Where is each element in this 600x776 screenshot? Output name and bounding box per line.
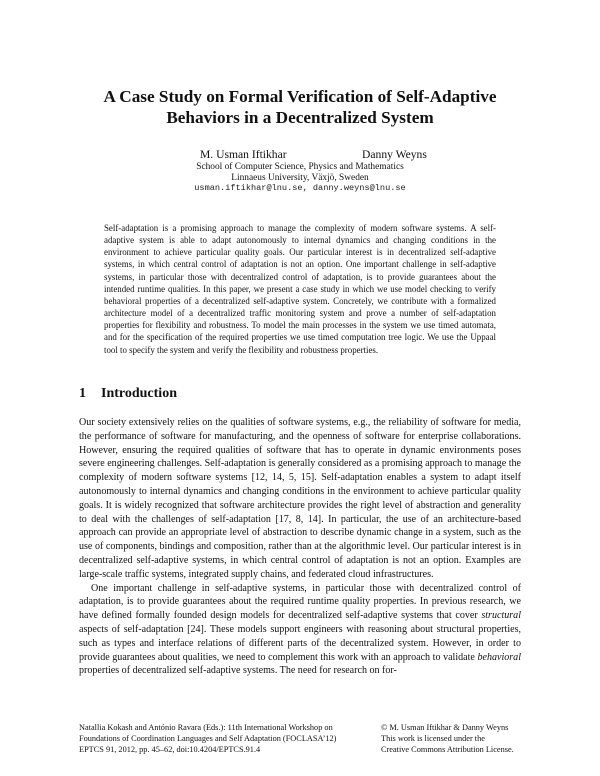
license-link: Creative Commons Attribution License. [381, 745, 514, 755]
section-body [79, 416, 521, 678]
section-heading [79, 386, 177, 402]
paragraph-text: aspects of self-adaptation [24]. These models support engineers with reasoning about structural properties, such as types and interface relations of different parts of the decentralized system. However, in order to provide guarantees about qualities, we need to complement this work with an approach to validate [79, 623, 521, 663]
author-emails: usman.iftikhar@lnu.se, danny.weyns@lnu.se [194, 183, 406, 193]
emphasis-text: behavioral [477, 651, 521, 663]
copyright-line: © M. Usman Iftikhar & Danny Weyns [381, 723, 509, 732]
footer-workshop: Foundations of Coordination Languages and Self Adaptation (FOCLASA’12) [79, 734, 337, 744]
title-line-2: Behaviors in a Decentralized System [166, 108, 434, 127]
paper-title [60, 86, 540, 128]
author-name: Danny Weyns [362, 148, 427, 161]
section-title: Introduction [101, 386, 177, 401]
affiliation-line: School of Computer Science, Physics and Mathematics [196, 162, 404, 172]
body-paragraph [79, 582, 521, 679]
license-line: This work is licensed under the [381, 734, 485, 744]
section-number: 1 [79, 386, 86, 401]
title-line-1: A Case Study on Formal Verification of Self-Adaptive [103, 87, 497, 106]
paragraph-text: properties of decentralized self-adaptive systems. The need for research on for- [79, 665, 397, 677]
abstract: Self-adaptation is a promising approach to manage the complexity of modern software systems. A self-adaptive system is able to adapt autonomously to internal dynamics and changing conditions in the environment to achieve particular quality goals. Our particular interest is in decentralized self-adaptive systems, in which central control of adaptation is not an option. One important challenge in self-adaptive systems, in particular those with decentralized control of adaptation, is to provide guarantees about the intended runtime qualities. In this paper, we present a case study in which we use model checking to verify behavioral properties of a decentralized self-adaptive system. Concretely, we contribute with a formalized architecture model of a decentralized traffic monitoring system and prove a number of self-adaptation properties for flexibility and robustness. To model the main processes in the system we use timed automata, and for the specification of the required properties we use timed computation tree logic. We use the Uppaal tool to specify the system and verify the flexibility and robustness properties. [104, 223, 496, 355]
footer-editors: Natallia Kokash and António Ravara (Eds.): 11th International Workshop on [79, 723, 333, 732]
body-paragraph: Our society extensively relies on the qualities of software systems, e.g., the reliability of software for media, the performance of software for manufacturing, and the openness of software for enterprise collaborations. However, ensuring the required qualities of software that has to operate in dynamic environments poses severe engineering challenges. Self-adaptation is generally considered as a promising approach to manage the complexity of modern software systems [12, 14, 5, 15]. Self-adaptation enables a system to adapt itself autonomously to internal dynamics and changing conditions in the environment to achieve particular quality goals. It is widely recognized that software architecture provides the right level of abstraction and generality to deal with the challenges of self-adaptation [17, 8, 14]. In particular, the use of an architecture-based approach can provide an appropriate level of abstraction to describe dynamic change in a system, such as the use of components, bindings and composition, rather than at the algorithmic level. Our particular interest is in decentralized self-adaptive systems, in which central control of adaptation is not an option. Examples are large-scale traffic systems, integrated supply chains, and federated cloud infrastructures. [79, 417, 521, 580]
publication-footer [79, 722, 379, 756]
footer-doi: EPTCS 91, 2012, pp. 45–62, doi:10.4204/EPTCS.91.4 [79, 745, 261, 755]
author-name: M. Usman Iftikhar [200, 148, 287, 161]
affiliation-location: Linnaeus University, Växjö, Sweden [231, 173, 369, 183]
paragraph-text: One important challenge in self-adaptive systems, in particular those with decentralized control of adaptation, is to provide guarantees about the required runtime quality properties. In previous research, we have defined formally founded design models for decentralized self-adaptive systems that cover [79, 582, 521, 622]
license-footer [381, 722, 531, 756]
emphasis-text: structural [481, 610, 521, 622]
